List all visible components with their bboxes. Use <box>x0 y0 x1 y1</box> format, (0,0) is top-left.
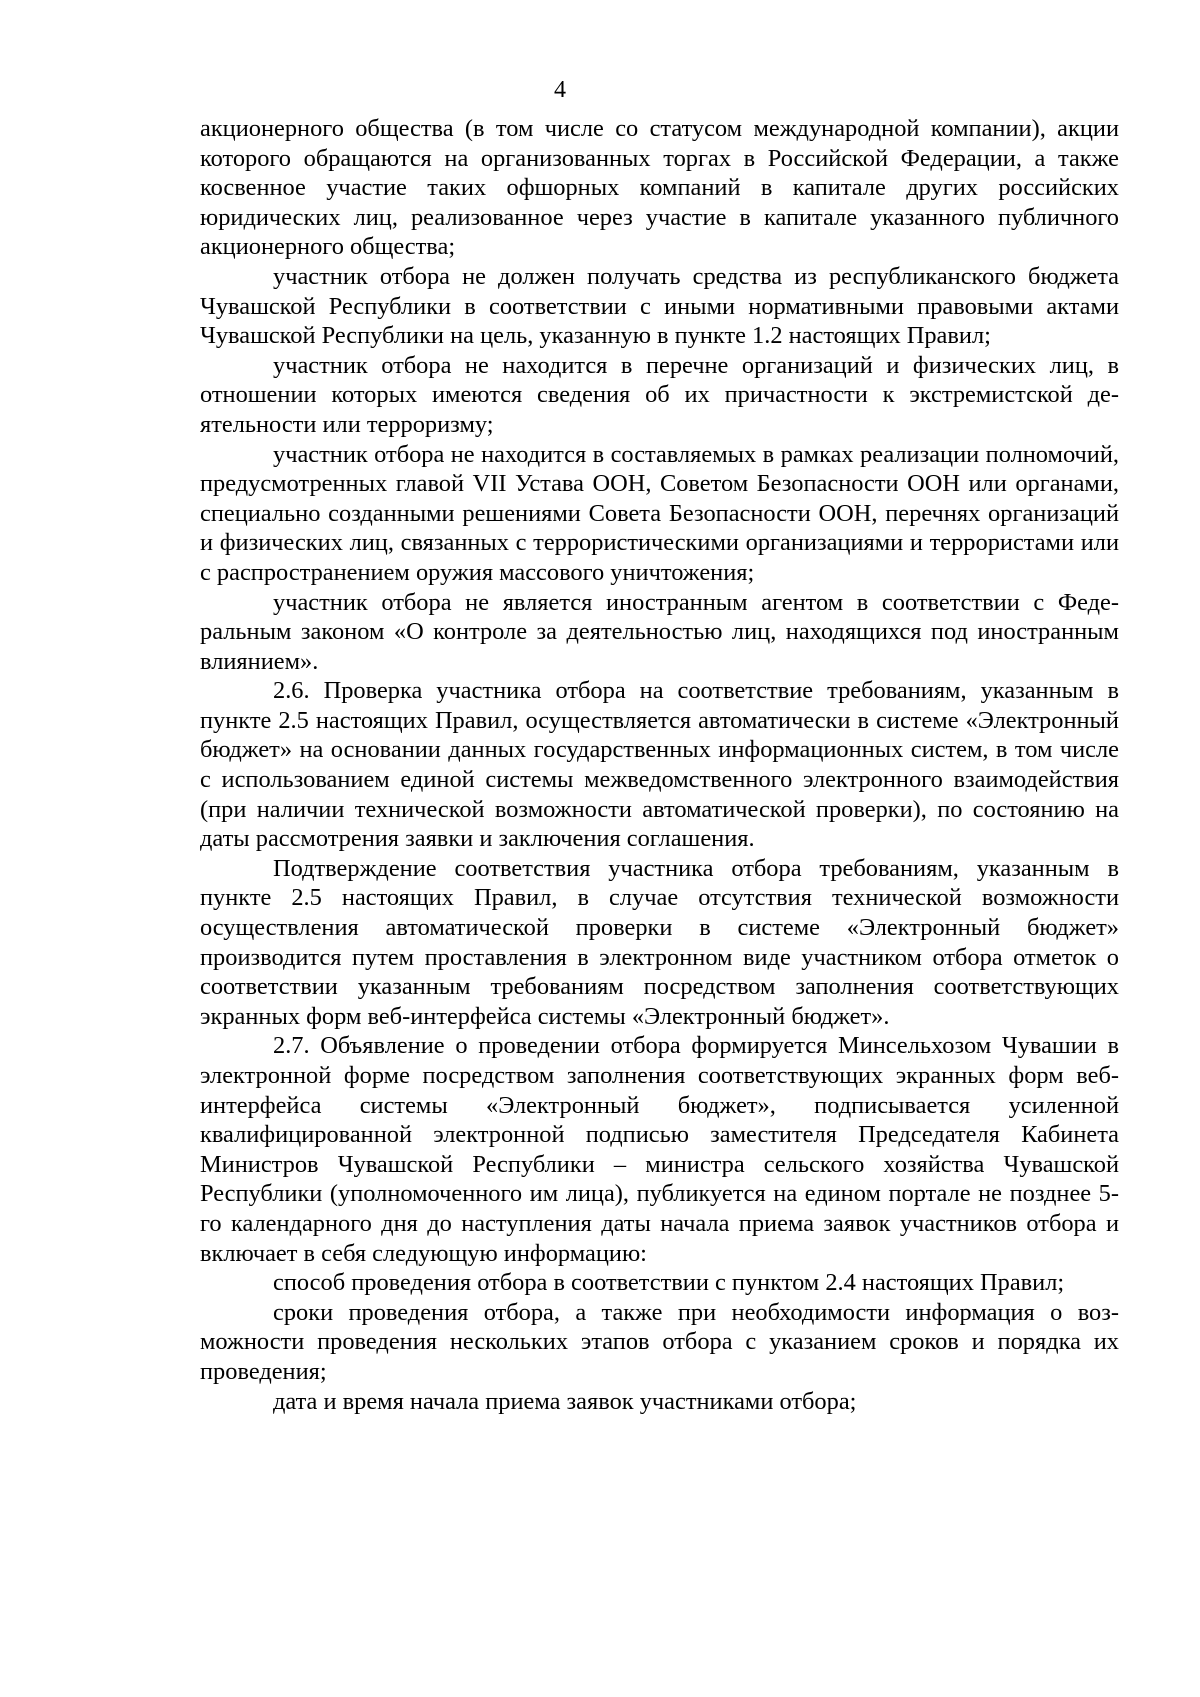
paragraph-requirement-foreign-agent: участник отбора не является иностранным агентом в соответствии с Федеральным законом «О контроле за деятельностью лиц, находящихся под иностранным влиянием». <box>200 588 1119 675</box>
paragraph-requirement-budget: участник отбора не должен получать средства из республиканского бюджета Чувашской Республики в соответствии с иными нормативными правовыми актами Чувашской Республики на цель, указанную в пункте 1.2 настоящих Правил; <box>200 262 1119 350</box>
paragraph-confirmation: Подтверждение соответствия участника отбора требованиям, указанным в пункте 2.5 настоящих Правил, в случае отсутствия технической возможности осуществления автоматической проверки в системе «Электронный бюджет» производится путем проставления в электронном виде участником отбора отметок о соответствии указанным требованиям посредством заполнения соответствующих экранных форм веб-интерфейса системы «Электронный бюджет». <box>200 854 1119 1030</box>
paragraph-requirement-un-lists: участник отбора не находится в составляемых в рамках реализации полномочий, предусмотренных главой VII Устава ООН, Советом Безопасности ООН или органами, специально созданными решениями Совета Безопасности ООН, перечнях организаций и физических лиц, связанных с террористическими организациями и террористами или с распространением оружия массового уничтожения; <box>200 440 1119 586</box>
paragraph-clause-2-6: 2.6. Проверка участника отбора на соответствие требованиям, указанным в пункте 2.5 настоящих Правил, осуществляется автоматически в системе «Электронный бюджет» на основании данных государственных информационных систем, в том числе с использованием единой системы межведомственного электронного взаимодействия (при наличии технической возможности автоматической проверки), по состоянию на даты рассмотрения заявки и заключения соглашения. <box>200 677 1119 853</box>
document-body <box>200 114 1119 1416</box>
paragraph-application-start: дата и время начала приема заявок участниками отбора; <box>273 1387 857 1415</box>
paragraph-requirement-extremism: участник отбора не находится в перечне организаций и физических лиц, в отношении которых имеются сведения об их причастности к экстремистской деятельности или терроризму; <box>200 351 1119 438</box>
paragraph-selection-terms: сроки проведения отбора, а также при необходимости информация о возможности проведения нескольких этапов отбора с указанием сроков и порядка их проведения; <box>200 1298 1119 1385</box>
paragraph-continuation: акционерного общества (в том числе со статусом международной компании), акции которого обращаются на организованных торгах в Российской Федерации, а также косвенное участие таких офшорных компаний в капитале других российских юридических лиц, реализованное через участие в капитале указанного публичного акционерного общества; <box>200 115 1119 261</box>
paragraph-clause-2-7: 2.7. Объявление о проведении отбора формируется Минсельхозом Чувашии в электронной форме посредством заполнения соответствующих экранных форм веб-интерфейса системы «Электронный бюджет», подписывается усиленной квалифицированной электронной подписью заместителя Председателя Кабинета Министров Чувашской Республики – министра сельского хозяйства Чувашской Республики (уполномоченного им лица), публикуется на едином портале не позднее 5-го календарного дня до наступления даты начала приема заявок участников отбора и включает в себя следующую информацию: <box>200 1032 1119 1267</box>
page-number: 4 <box>554 77 566 103</box>
paragraph-selection-method: способ проведения отбора в соответствии с пунктом 2.4 настоящих Правил; <box>273 1269 1065 1297</box>
